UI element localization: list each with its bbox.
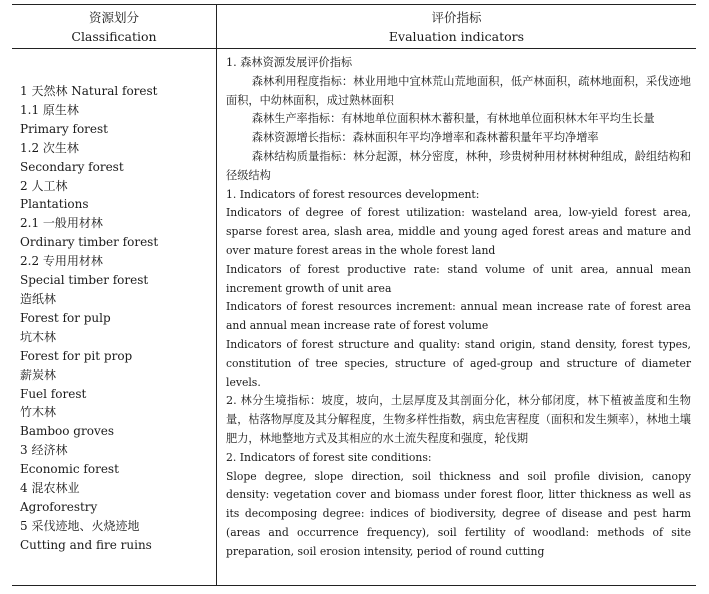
column-divider: [216, 4, 217, 586]
indicator-utilization-cn: 森林利用程度指标：林业用地中宜林荒山荒地面积，低产林面积，疏林地面积，采伐迹地面积，中幼林面积，成过熟林面积: [226, 74, 691, 107]
indicator-section-2-en: 2. Indicators of forest site conditions:: [226, 450, 432, 464]
indicators-text: [226, 54, 691, 562]
indicator-utilization-en: Indicators of degree of forest utilization: wasteland area, low-yield forest area, sparse forest area, slash area, middle and young aged forest areas and mature and over mature forest areas in the whole forest land: [226, 206, 691, 257]
header-classification-en: Classification: [71, 29, 157, 44]
list-item: 坑木林: [20, 329, 57, 344]
indicator-structure-cn: 森林结构质量指标：林分起源，林分密度，林种，珍贵树种用材林树种组成，龄组结构和径级结构: [226, 149, 691, 182]
indicator-section-1-en: 1. Indicators of forest resources development:: [226, 187, 480, 201]
classification-table: [12, 4, 696, 586]
list-item: Forest for pit prop: [20, 348, 133, 363]
header-indicators-cn: 评价指标: [431, 10, 482, 25]
list-item: Special timber forest: [20, 273, 149, 288]
list-item: 4 混农林业: [20, 481, 80, 496]
header-classification: [12, 8, 216, 46]
list-item: Economic forest: [20, 462, 119, 477]
indicator-productivity-cn: 森林生产率指标：有林地单位面积林木蓄积量，有林地单位面积林木年平均生长量: [251, 112, 655, 126]
indicator-section-1-cn: 1. 森林资源发展评价指标: [226, 56, 353, 69]
list-item: Plantations: [20, 197, 89, 212]
list-item: 5 采伐迹地、火烧迹地: [20, 518, 140, 533]
list-item: Agroforestry: [20, 499, 98, 514]
list-item: 薪炭林: [20, 367, 57, 382]
list-item: 1.2 次生林: [20, 140, 79, 155]
list-item: Secondary forest: [20, 159, 124, 174]
list-item: 2 人工林: [20, 178, 68, 193]
table-top-rule: [12, 4, 696, 5]
indicator-increment-en: Indicators of forest resources increment: annual mean increase rate of forest area and annual mean increase rate of forest volume: [226, 300, 691, 333]
header-indicators-en: Evaluation indicators: [388, 29, 525, 44]
list-item: 2.1 一般用材林: [20, 216, 103, 231]
list-item: Forest for pulp: [20, 310, 111, 325]
list-item: 1.1 原生林: [20, 102, 79, 117]
indicator-section-2-cn: 2. 林分生境指标：坡度，坡向，土层厚度及其剖面分化，林分郁闭度，林下植被盖度和生物量，枯落物厚度及其分解程度，生物多样性指数，病虫危害程度（面积和发生频率），林地土壤肥力，林地整地方式及其相应的水土流失程度和强度，轮伐期: [226, 394, 691, 445]
list-item: Cutting and fire ruins: [20, 537, 152, 552]
list-item: 3 经济林: [20, 443, 68, 458]
list-item: Primary forest: [20, 121, 108, 136]
header-indicators: [217, 8, 696, 46]
table-bottom-rule: [12, 585, 696, 586]
list-item: Ordinary timber forest: [20, 235, 159, 250]
indicator-structure-en: Indicators of forest structure and quality: stand origin, stand density, forest types, constitution of tree species, structure of aged-group and structure of diameter levels.: [226, 337, 691, 389]
classification-list: [20, 82, 214, 555]
indicator-site-conditions-en: Slope degree, slope direction, soil thickness and soil profile division, canopy density: vegetation cover and biomass under forest floor, litter thickness as well as its decomposing degree: indices of biodiversity, degree of disease and pest harm (areas and occurrence frequency), soil fertility of woodland: methods of site preparation, soil erosion intensity, period of round cutting: [226, 469, 691, 558]
table-header-rule: [12, 48, 696, 49]
list-item: 竹木林: [20, 405, 57, 420]
indicator-productivity-en: Indicators of forest productive rate: stand volume of unit area, annual mean increment growth of unit area: [226, 262, 691, 295]
header-classification-cn: 资源划分: [88, 10, 139, 25]
list-item: Bamboo groves: [20, 424, 114, 439]
indicator-growth-cn: 森林资源增长指标：森林面积年平均净增率和森林蓄积量年平均净增率: [251, 131, 599, 145]
list-item: 2.2 专用用材林: [20, 254, 103, 269]
list-item: Fuel forest: [20, 386, 87, 401]
list-item: 造纸林: [20, 291, 57, 306]
list-item: 1 天然林 Natural forest: [20, 84, 158, 98]
